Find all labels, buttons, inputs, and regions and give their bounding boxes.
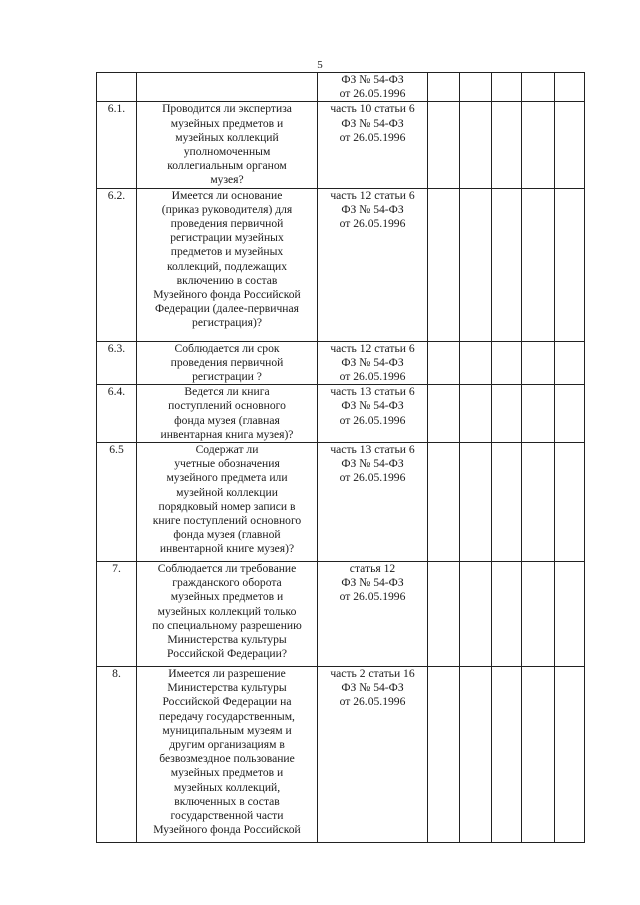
answer-cell xyxy=(492,73,522,102)
item-number: 6.2. xyxy=(97,188,137,341)
requirement-question xyxy=(137,385,318,443)
question-line: включению в состав xyxy=(176,273,278,287)
page-number: 5 xyxy=(317,59,323,71)
table-row xyxy=(97,562,585,667)
legal-basis-line: ФЗ № 54-ФЗ xyxy=(341,457,404,471)
answer-cell xyxy=(555,667,585,843)
question-line: учетные обозначения xyxy=(174,457,280,471)
legal-basis-line: ФЗ № 54-ФЗ xyxy=(341,399,404,413)
answer-cell xyxy=(555,102,585,188)
legal-basis-line: от 26.05.1996 xyxy=(339,130,406,144)
legal-basis-line: часть 10 статьи 6 xyxy=(330,102,415,116)
answer-cell xyxy=(460,385,492,443)
legal-basis-line: часть 13 статьи 6 xyxy=(330,443,415,457)
question-line: муниципальным музеям и xyxy=(162,723,292,737)
question-line: государственной части xyxy=(170,809,284,823)
legal-basis xyxy=(318,562,428,667)
question-line: Проводится ли экспертиза xyxy=(162,102,292,116)
answer-cell xyxy=(555,562,585,667)
answer-cell xyxy=(555,73,585,102)
question-line: фонда музея (главной xyxy=(173,528,281,542)
question-line: Министерства культуры xyxy=(167,633,287,647)
question-line: (приказ руководителя) для xyxy=(161,202,293,216)
item-number: 8. xyxy=(97,667,137,843)
requirement-question xyxy=(137,102,318,188)
question-line: по специальному разрешению xyxy=(152,618,302,632)
question-line: коллекций, подлежащих xyxy=(166,259,288,273)
item-number: 6.3. xyxy=(97,341,137,385)
table-row xyxy=(97,341,585,385)
legal-basis-line: часть 2 статьи 16 xyxy=(330,667,415,681)
question-line: коллегиальным органом xyxy=(167,159,287,173)
table-row xyxy=(97,385,585,443)
answer-cell xyxy=(428,73,460,102)
question-line: Имеется ли разрешение xyxy=(168,667,286,681)
answer-cell xyxy=(522,341,555,385)
answer-cell xyxy=(555,188,585,341)
legal-basis-line: ФЗ № 54-ФЗ xyxy=(341,116,404,130)
answer-cell xyxy=(522,102,555,188)
question-line: проведения первичной xyxy=(170,355,284,369)
answer-cell xyxy=(492,562,522,667)
answer-cell xyxy=(428,102,460,188)
question-line: музейных предметов и xyxy=(170,766,284,780)
item-number: 6.5 xyxy=(97,443,137,562)
question-line: проведения первичной xyxy=(170,217,284,231)
answer-cell xyxy=(428,562,460,667)
question-line: гражданского оборота xyxy=(172,576,282,590)
question-line: музейной коллекции xyxy=(176,485,278,499)
answer-cell xyxy=(428,385,460,443)
answer-cell xyxy=(522,188,555,341)
answer-cell xyxy=(460,667,492,843)
question-line: безвозмездное пользование xyxy=(159,752,295,766)
requirement-question xyxy=(137,341,318,385)
legal-basis-line: часть 12 статьи 6 xyxy=(330,341,415,355)
answer-cell xyxy=(428,188,460,341)
legal-basis-line: от 26.05.1996 xyxy=(339,87,406,101)
legal-basis xyxy=(318,385,428,443)
answer-cell xyxy=(428,443,460,562)
question-line: Соблюдается ли срок xyxy=(174,341,280,355)
answer-cell xyxy=(522,667,555,843)
table-row xyxy=(97,443,585,562)
legal-basis-line: ФЗ № 54-ФЗ xyxy=(341,73,404,86)
question-line: Соблюдается ли требование xyxy=(157,562,297,576)
question-line: Имеется ли основание xyxy=(171,188,283,202)
inspection-checklist-table xyxy=(96,72,585,843)
question-line: порядковый номер записи в xyxy=(158,499,296,513)
answer-cell xyxy=(428,667,460,843)
question-line: Федерации (далее-первичная xyxy=(155,302,299,316)
question-line: другим организациям в xyxy=(169,738,285,752)
answer-cell xyxy=(522,73,555,102)
table-row xyxy=(97,188,585,341)
question-line: инвентарная книга музея)? xyxy=(160,427,294,441)
question-line: книге поступлений основного xyxy=(152,514,302,528)
answer-cell xyxy=(522,562,555,667)
requirement-question xyxy=(137,562,318,667)
answer-cell xyxy=(555,385,585,443)
question-line: поступлений основного xyxy=(168,399,286,413)
question-line: музейных коллекций только xyxy=(157,604,297,618)
legal-basis-line: от 26.05.1996 xyxy=(339,471,406,485)
answer-cell xyxy=(460,188,492,341)
question-line: регистрация)? xyxy=(192,316,262,330)
answer-cell xyxy=(555,341,585,385)
legal-basis-line: часть 12 статьи 6 xyxy=(330,188,415,202)
question-line: музейных предметов и xyxy=(170,590,284,604)
table-row xyxy=(97,667,585,843)
requirement-question xyxy=(137,443,318,562)
table-row xyxy=(97,73,585,102)
question-line: регистрации музейных xyxy=(170,231,284,245)
answer-cell xyxy=(460,73,492,102)
question-line: передачу государственным, xyxy=(159,709,295,723)
answer-cell xyxy=(555,443,585,562)
legal-basis-line: от 26.05.1996 xyxy=(339,590,406,604)
legal-basis-line: от 26.05.1996 xyxy=(339,217,406,231)
question-line: уполномоченным xyxy=(183,145,271,159)
question-line: музейных коллекций xyxy=(175,130,279,144)
answer-cell xyxy=(492,102,522,188)
legal-basis xyxy=(318,443,428,562)
answer-cell xyxy=(492,188,522,341)
question-line: музейных коллекций, xyxy=(173,780,281,794)
answer-cell xyxy=(492,667,522,843)
question-line: Содержат ли xyxy=(195,443,259,457)
legal-basis xyxy=(318,73,428,102)
table-row xyxy=(97,102,585,188)
legal-basis xyxy=(318,188,428,341)
question-line: музейных предметов и xyxy=(170,116,284,130)
question-line: фонда музея (главная xyxy=(174,413,280,427)
question-line: музейного предмета или xyxy=(166,471,288,485)
question-line: предметов и музейных xyxy=(170,245,284,259)
requirement-question xyxy=(137,667,318,843)
item-number: 7. xyxy=(97,562,137,667)
legal-basis xyxy=(318,341,428,385)
answer-cell xyxy=(460,341,492,385)
legal-basis-line: от 26.05.1996 xyxy=(339,413,406,427)
answer-cell xyxy=(460,443,492,562)
legal-basis-line: ФЗ № 54-ФЗ xyxy=(341,681,404,695)
answer-cell xyxy=(492,443,522,562)
item-number xyxy=(97,73,137,102)
question-line: регистрации ? xyxy=(192,370,262,384)
legal-basis-line: от 26.05.1996 xyxy=(339,695,406,709)
question-line: инвентарной книге музея)? xyxy=(159,542,295,556)
answer-cell xyxy=(428,341,460,385)
question-line: музея? xyxy=(210,173,244,187)
question-line: Музейного фонда Российской xyxy=(153,823,301,837)
answer-cell xyxy=(492,385,522,443)
answer-cell xyxy=(460,102,492,188)
legal-basis-line: ФЗ № 54-ФЗ xyxy=(341,355,404,369)
legal-basis-line: от 26.05.1996 xyxy=(339,370,406,384)
answer-cell xyxy=(492,341,522,385)
legal-basis xyxy=(318,102,428,188)
legal-basis-line: часть 13 статьи 6 xyxy=(330,385,415,399)
question-line: Министерства культуры xyxy=(167,681,287,695)
item-number: 6.4. xyxy=(97,385,137,443)
answer-cell xyxy=(522,443,555,562)
question-line: Российской Федерации? xyxy=(167,647,287,661)
requirement-question xyxy=(137,73,318,102)
answer-cell xyxy=(522,385,555,443)
question-line: включенных в состав xyxy=(174,794,280,808)
item-number: 6.1. xyxy=(97,102,137,188)
answer-cell xyxy=(460,562,492,667)
requirement-question xyxy=(137,188,318,341)
question-line: Ведется ли книга xyxy=(184,385,270,399)
question-line: Российской Федерации на xyxy=(162,695,292,709)
legal-basis-line: ФЗ № 54-ФЗ xyxy=(341,202,404,216)
question-line: Музейного фонда Российской xyxy=(153,288,301,302)
legal-basis-line: ФЗ № 54-ФЗ xyxy=(341,576,404,590)
legal-basis-line: статья 12 xyxy=(349,562,396,576)
legal-basis xyxy=(318,667,428,843)
